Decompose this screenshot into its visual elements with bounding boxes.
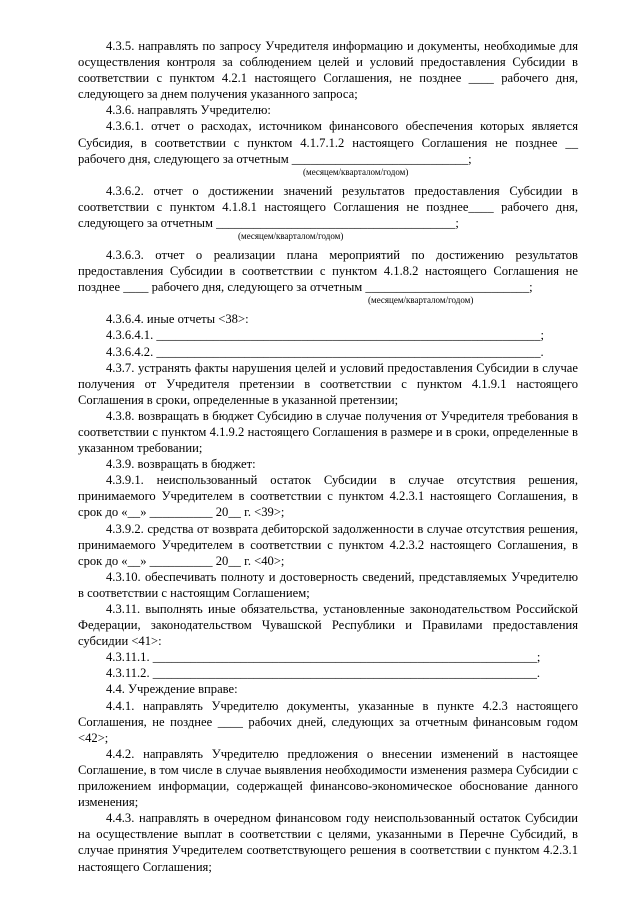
clause-4311: 4.3.11. выполнять иные обязательства, установленные законодательством Российской Федерации, законодательством Чувашской Республики и Правилами предоставления субсидии <41>:	[78, 602, 578, 649]
clause-4392: 4.3.9.2. средства от возврата дебиторской задолженности в случае отсутствия решения, принимаемого Учредителем в соответствии с пунктом 4.2.3.2 настоящего Соглашения, в срок до «__» __________ 20__ г. <40>;	[78, 521, 578, 568]
clause-4364: 4.3.6.4. иные отчеты <38>:	[106, 312, 249, 327]
clause-4363: 4.3.6.3. отчет о реализации плана мероприятий по достижению результатов предоставления Субсидии в соответствии с пунктом 4.1.8.2 настоящего Соглашения не позднее ____ рабочего дня, следующего за отчетным __________________________;	[78, 248, 578, 295]
clause-4391: 4.3.9.1. неиспользованный остаток Субсидии в случае отсутствия решения, принимаемого Учредителем в соответствии с пунктом 4.2.3.1 настоящего Соглашения, в срок до «__» __________ 20__ г. <39>;	[78, 473, 578, 520]
field-caption: (месяцем/кварталом/годом)	[303, 166, 409, 177]
clause-436: 4.3.6. направлять Учредителю:	[106, 103, 271, 118]
field-caption: (месяцем/кварталом/годом)	[368, 295, 474, 306]
clause-4310: 4.3.10. обеспечивать полноту и достоверность сведений, представляемых Учредителю в соответствии с настоящим Соглашением;	[78, 569, 578, 600]
clause-443: 4.4.3. направлять в очередном финансовом году неиспользованный остаток Субсидии на осуществление выплат в соответствии с целями, указанными в Перечне Субсидий, в случае принятия Учредителем соответствующего решения в соответствии с пунктом 4.2.3.1 настоящего Соглашения;	[78, 811, 578, 874]
clause-442: 4.4.2. направлять Учредителю предложения о внесении изменений в настоящее Соглашение, в том числе в случае выявления необходимости изменения размера Субсидии с приложением информации, содержащей финансово-экономическое обоснование данного изменения;	[78, 746, 578, 810]
clause-44: 4.4. Учреждение вправе:	[106, 682, 238, 697]
clause-43111: 4.3.11.1. _____________________________________________________________;	[106, 650, 541, 665]
clause-441: 4.4.1. направлять Учредителю документы, указанные в пункте 4.2.3 настоящего Соглашения, не позднее ____ рабочих дней, следующих за отчетным финансовым годом <42>;	[78, 698, 578, 745]
clause-4362: 4.3.6.2. отчет о достижении значений результатов предоставления Субсидии в соответствии с пунктом 4.1.8.1 настоящего Соглашения не позднее____ рабочего дня, следующего за отчетным ______________________________________;	[78, 183, 578, 230]
clause-43642: 4.3.6.4.2. _____________________________________________________________.	[106, 344, 544, 359]
clause-43112: 4.3.11.2. _____________________________________________________________.	[106, 666, 541, 681]
clause-43641: 4.3.6.4.1. _____________________________________________________________;	[106, 328, 544, 343]
document-page	[78, 38, 578, 875]
clause-437: 4.3.7. устранять факты нарушения целей и условий предоставления Субсидии в случае получения от Учредителя претензии в соответствии с пунктом 4.1.9.1 настоящего Соглашения в сроки, определенные в указанной претензии;	[78, 360, 578, 407]
clause-4361: 4.3.6.1. отчет о расходах, источником финансового обеспечения которых является Субсидия, в соответствии с пунктом 4.1.7.1.2 настоящего Соглашения не позднее __ рабочего дня, следующего за отчетным ____________________________;	[78, 119, 578, 166]
field-caption: (месяцем/кварталом/годом)	[238, 231, 344, 242]
clause-435: 4.3.5. направлять по запросу Учредителя информацию и документы, необходимые для осуществления контроля за соблюдением целей и условий предоставления Субсидии в соответствии с пунктом 4.2.1 настоящего Соглашения, не позднее ____ рабочего дня, следующего за днем получения указанного запроса;	[78, 39, 578, 102]
clause-438: 4.3.8. возвращать в бюджет Субсидию в случае получения от Учредителя требования в соответствии с пунктом 4.1.9.2 настоящего Соглашения в размере и в сроки, определенные в указанном требовании;	[78, 408, 578, 456]
clause-439: 4.3.9. возвращать в бюджет:	[106, 457, 256, 472]
